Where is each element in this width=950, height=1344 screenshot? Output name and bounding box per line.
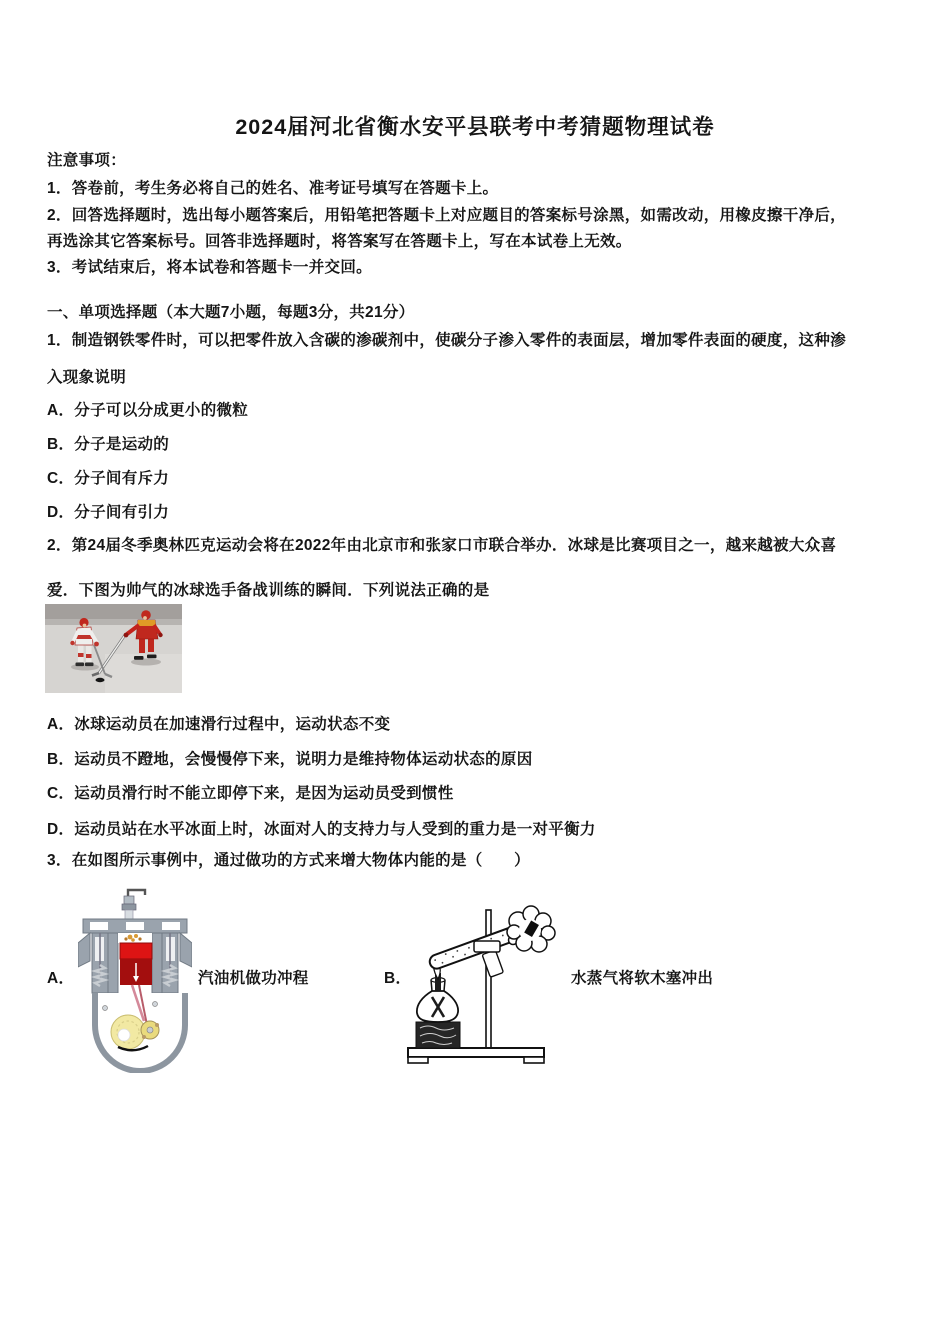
q2-option-c: C．运动员滑行时不能立即停下来，是因为运动员受到惯性	[47, 785, 454, 802]
ice-hockey-photo-graphic	[45, 604, 182, 693]
hockey-puck	[96, 678, 105, 682]
alcohol-lamp	[417, 973, 458, 1022]
section-1-heading: 一、单项选择题（本大题7小题，每题3分，共21分）	[47, 304, 415, 321]
notice-heading: 注意事项：	[47, 152, 127, 169]
q3-stem: 3．在如图所示事例中，通过做功的方式来增大物体内能的是（ ）	[47, 852, 530, 869]
q1-stem-line-1: 1．制造钢铁零件时，可以把零件放入含碳的渗碳剂中，使碳分子渗入零件的表面层，增加零件表面的硬度，这种渗	[47, 332, 846, 349]
notice-item-2-line-2: 再选涂其它答案标号。回答非选择题时，将答案写在答题卡上，写在本试卷上无效。	[47, 233, 632, 250]
steam-cork-apparatus-diagram	[406, 895, 556, 1070]
spark-plug	[122, 890, 145, 919]
q2-option-d: D．运动员站在水平冰面上时，冰面对人的支持力与人受到的重力是一对平衡力	[47, 821, 596, 838]
q2-option-b: B．运动员不蹬地，会慢慢停下来，说明力是维持物体运动状态的原因	[47, 751, 533, 768]
stand-clamp	[474, 941, 500, 952]
q2-stem-line-1: 2．第24届冬季奥林匹克运动会将在2022年由北京市和张家口市联合举办．冰球是比赛项目之一，越来越被大众喜	[47, 537, 837, 554]
ice-hockey-photo	[45, 604, 182, 693]
notice-item-2-line-1: 2．回答选择题时，选出每小题答案后，用铅笔把答题卡上对应题目的答案标号涂黑，如需改动，用橡皮擦干净后，	[47, 207, 846, 224]
q3-figure-b	[406, 895, 556, 1070]
wood-block	[416, 1022, 460, 1048]
page-title: 2024届河北省衡水安平县联考中考猜题物理试卷	[235, 115, 715, 139]
q1-stem-line-2: 入现象说明	[47, 369, 127, 386]
q1-option-c: C．分子间有斥力	[47, 470, 170, 487]
q1-option-d: D．分子间有引力	[47, 504, 170, 521]
q3-figure-a-label: A．	[47, 970, 75, 987]
q3-figure-a-caption: 汽油机做功冲程	[198, 970, 309, 987]
q2-option-a: A．冰球运动员在加速滑行过程中，运动状态不变	[47, 716, 391, 733]
q1-option-a: A．分子可以分成更小的微粒	[47, 402, 249, 419]
q2-stem-line-2: 爱．下图为帅气的冰球选手备战训练的瞬间．下列说法正确的是	[47, 582, 490, 599]
q3-figure-b-caption: 水蒸气将软木塞冲出	[571, 970, 714, 987]
q3-figure-a	[78, 887, 192, 1073]
q3-figure-b-label: B．	[384, 970, 412, 987]
notice-item-3: 3．考试结束后，将本试卷和答题卡一并交回。	[47, 259, 372, 276]
q1-option-b: B．分子是运动的	[47, 436, 170, 453]
notice-item-1: 1．答卷前，考生务必将自己的姓名、准考证号填写在答题卡上。	[47, 180, 499, 197]
gasoline-engine-diagram	[78, 887, 192, 1073]
